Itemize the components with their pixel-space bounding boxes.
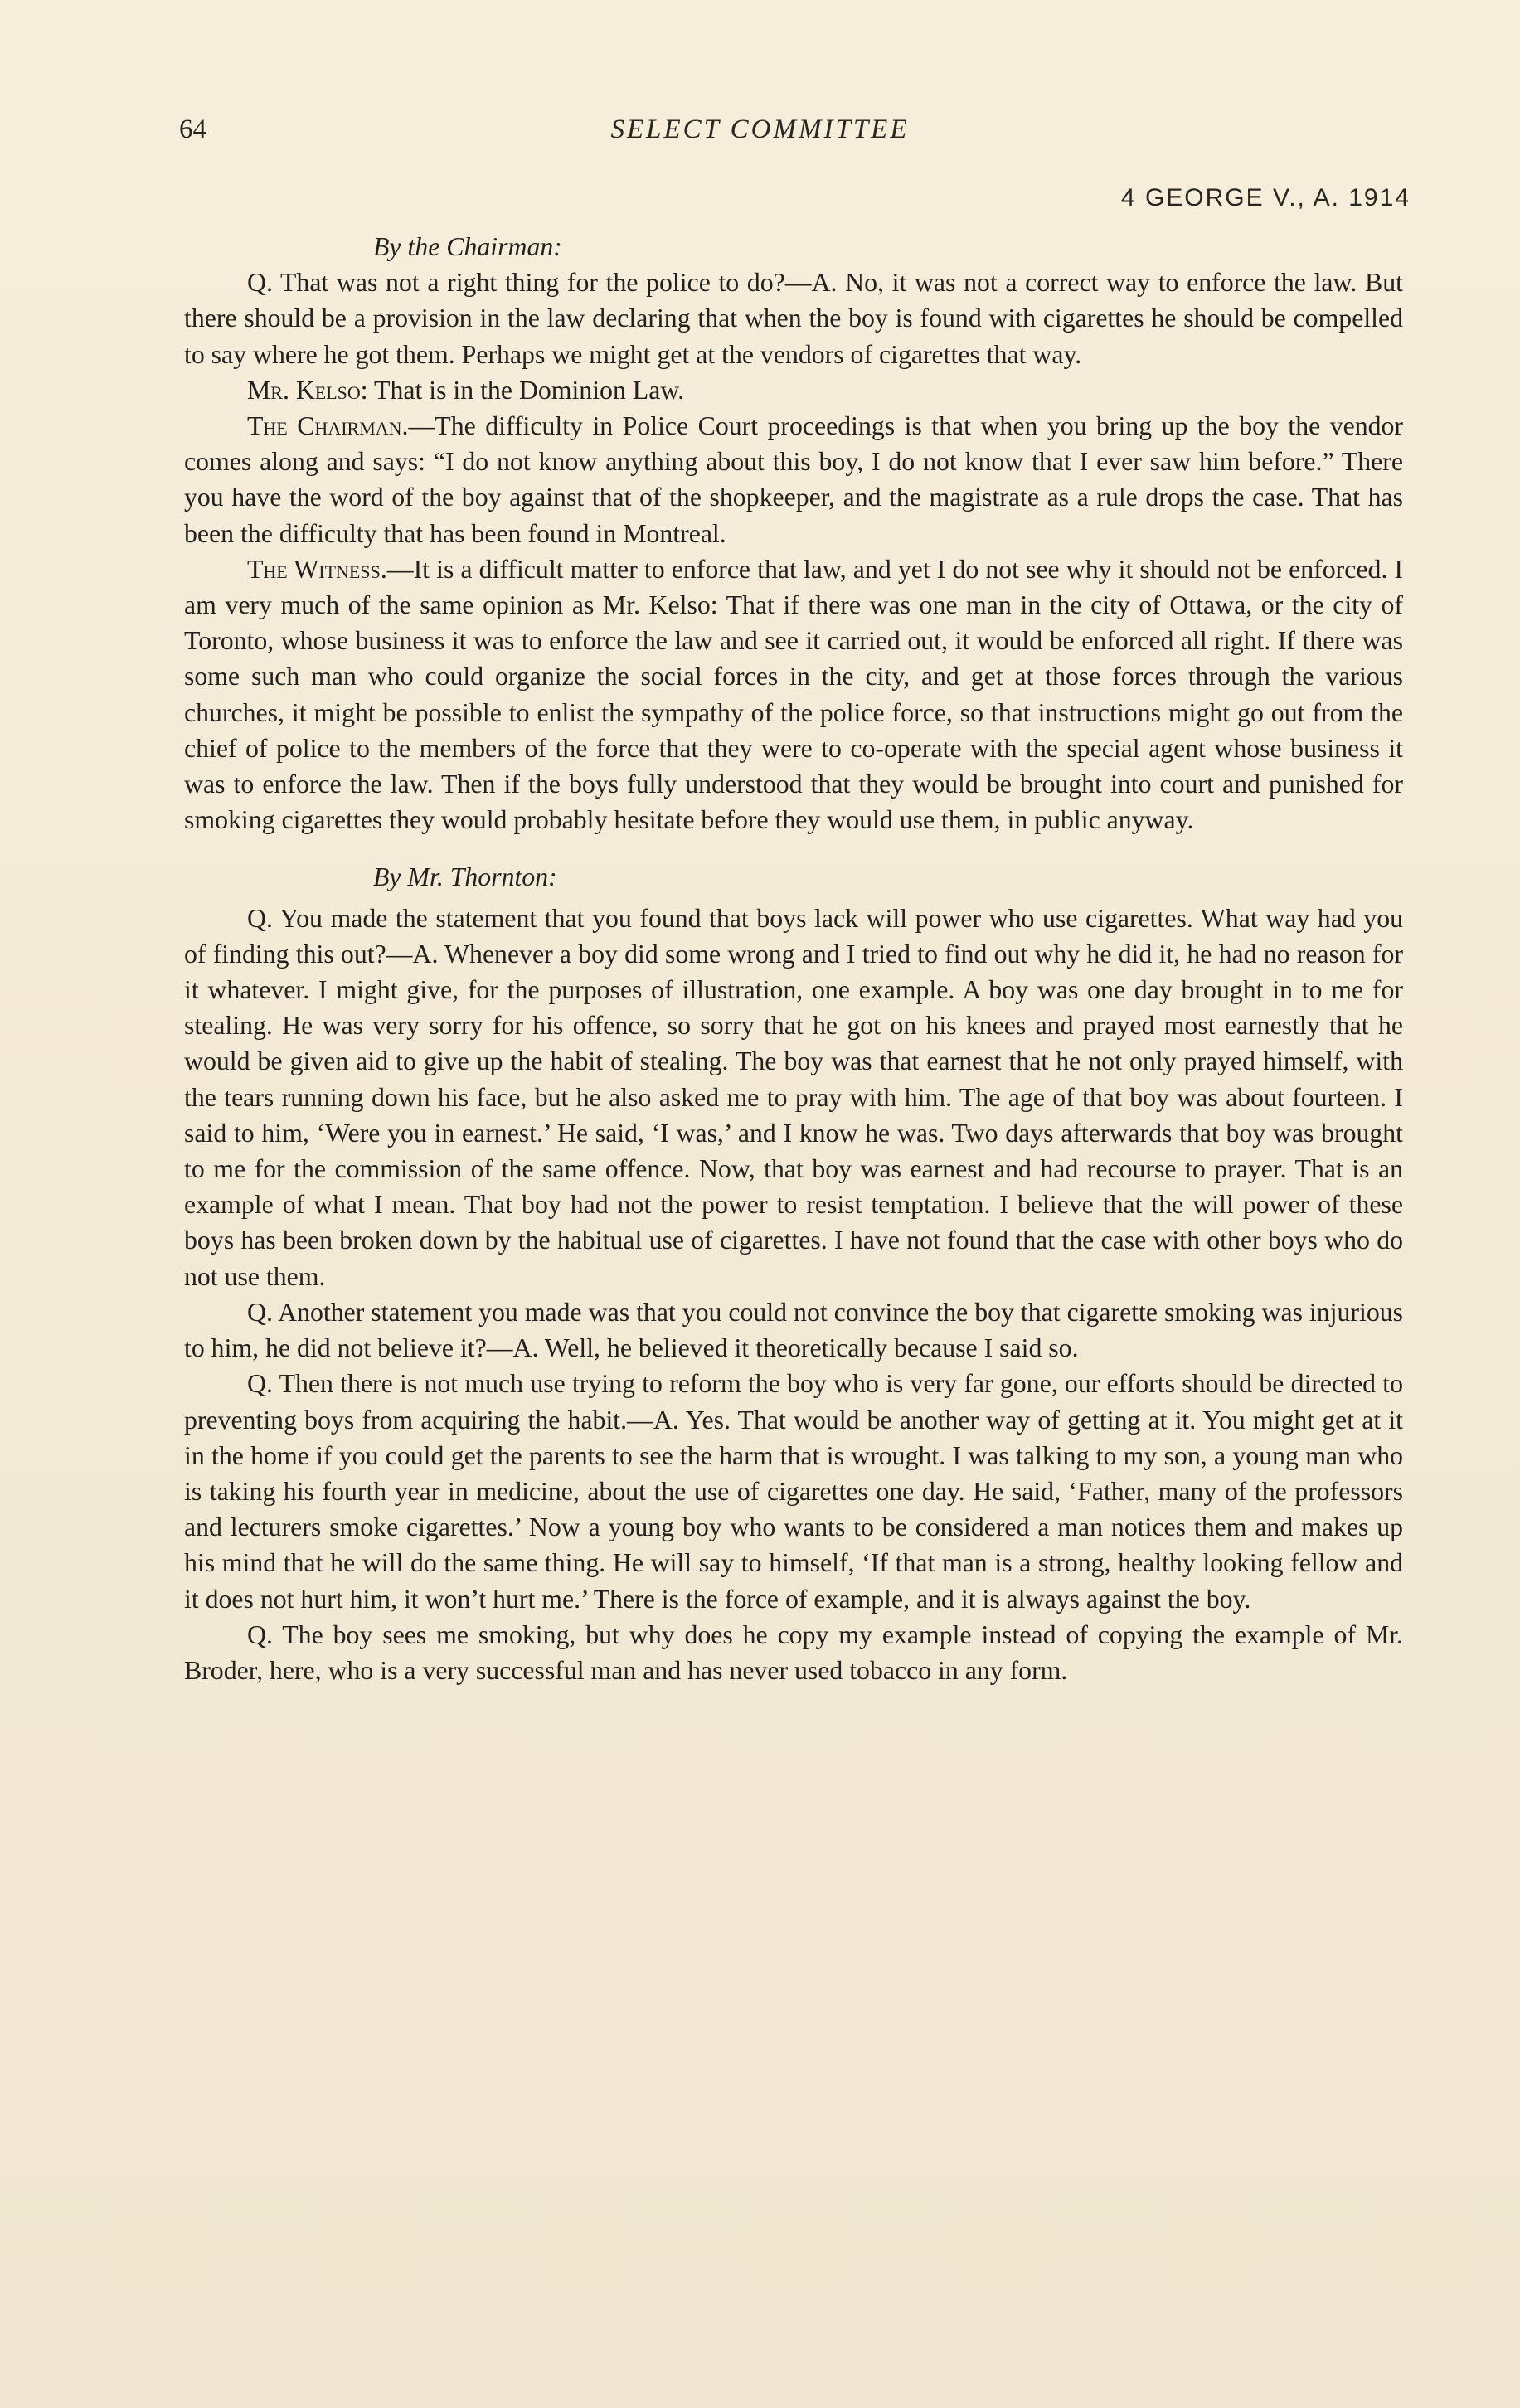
paragraph (184, 1366, 1403, 1616)
paragraph (184, 1294, 1403, 1366)
session-label: 4 GEORGE V., A. 1914 (1120, 184, 1411, 211)
speaker-lead: The Chairman. (247, 411, 409, 441)
paragraph (184, 901, 1403, 1294)
body-text (184, 229, 1403, 1688)
section-heading-thornton: By Mr. Thornton: (373, 862, 557, 892)
paragraph-text: That is in the Dominion Law. (367, 375, 685, 405)
paragraph-text: —The difficulty in Police Court proceedings is that when you bring up the boy the vendor comes along and says: “I do not know anything about this boy, I do not know that I ever saw him before.” There you have the word of the boy against that of the shopkeeper, and the magistrate as a rule drops the case. That has been the difficulty that has been found in Montreal. (184, 411, 1403, 548)
paragraph-text: Q. You made the statement that you found that boys lack will power who use cigarettes. What way had you of finding this out?—A. Whenever a boy did some wrong and I tried to find out why he did it, he had no reason for it whatever. I might give, for the purposes of illustration, one example. A boy was one day brought in to me for stealing. He was very sorry for his offence, so sorry that he got on his knees and prayed most earnestly that he would be given aid to give up the habit of stealing. The boy was that earnest that he not only prayed himself, with the tears running down his face, but he also asked me to pray with him. The age of that boy was about fourteen. I said to him, ‘Were you in earnest.’ He said, ‘I was,’ and I know he was. Two days afterwards that boy was brought to me for the commission of the same offence. Now, that boy was earnest and had recourse to prayer. That is an example of what I mean. That boy had not the power to resist temptation. I believe that the will power of these boys has been broken down by the habitual use of cigarettes. I have not found that the case with other boys who do not use them. (184, 903, 1403, 1291)
paragraph-text: Q. The boy sees me smoking, but why does he copy my example instead of copying the example of Mr. Broder, here, who is a very successful man and has never used tobacco in any form. (184, 1619, 1403, 1685)
running-head: SELECT COMMITTEE (610, 114, 910, 144)
speaker-lead: Mr. Kelso: (247, 375, 368, 405)
paragraph (184, 372, 1403, 408)
speaker-lead: The Witness. (247, 554, 387, 584)
page-number: 64 (179, 114, 206, 144)
paragraph-text: Q. Then there is not much use trying to reform the boy who is very far gone, our efforts should be directed to preventing boys from acquiring the habit.—A. Yes. That would be another way of getting at it. You might get at it in the home if you could get the parents to see the harm that is wrought. I was talking to my son, a young man who is taking his fourth year in medicine, about the use of cigarettes one day. He said, ‘Father, many of the professors and lecturers smoke cigarettes.’ Now a young boy who wants to be considered a man notices them and makes up his mind that he will do the same thing. He will say to himself, ‘If that man is a strong, healthy looking fellow and it does not hurt him, it won’t hurt me.’ There is the force of example, and it is always against the boy. (184, 1369, 1403, 1614)
paragraph-text: Q. That was not a right thing for the police to do?—A. No, it was not a correct way to enforce the law. But there should be a provision in the law declaring that when the boy is found with cigarettes he should be compelled to say where he got them. Perhaps we might get at the vendors of cigarettes that way. (184, 268, 1403, 369)
paragraph-text: —It is a difficult matter to enforce that law, and yet I do not see why it should not be enforced. I am very much of the same opinion as Mr. Kelso: That if there was one man in the city of Ottawa, or the city of Toronto, whose business it was to enforce the law and see it carried out, it would be enforced all right. If there was some such man who could organize the social forces in the city, and get at those forces through the various churches, it might be possible to enlist the sympathy of the police force, so that instructions might go out from the chief of police to the members of the force that they were to co-operate with the special agent whose business it was to enforce the law. Then if the boys fully understood that they would be brought into court and punished for smoking cigarettes they would probably hesitate before they would use them, in public anyway. (184, 554, 1403, 835)
paragraph-text: Q. Another statement you made was that you could not convince the boy that cigarette smoking was injurious to him, he did not believe it?—A. Well, he believed it theoretically because I said so. (184, 1297, 1403, 1363)
paragraph (184, 1617, 1403, 1688)
paragraph (184, 265, 1403, 372)
paragraph (184, 408, 1403, 551)
section-heading-chairman: By the Chairman: (373, 232, 562, 261)
paragraph (184, 551, 1403, 838)
